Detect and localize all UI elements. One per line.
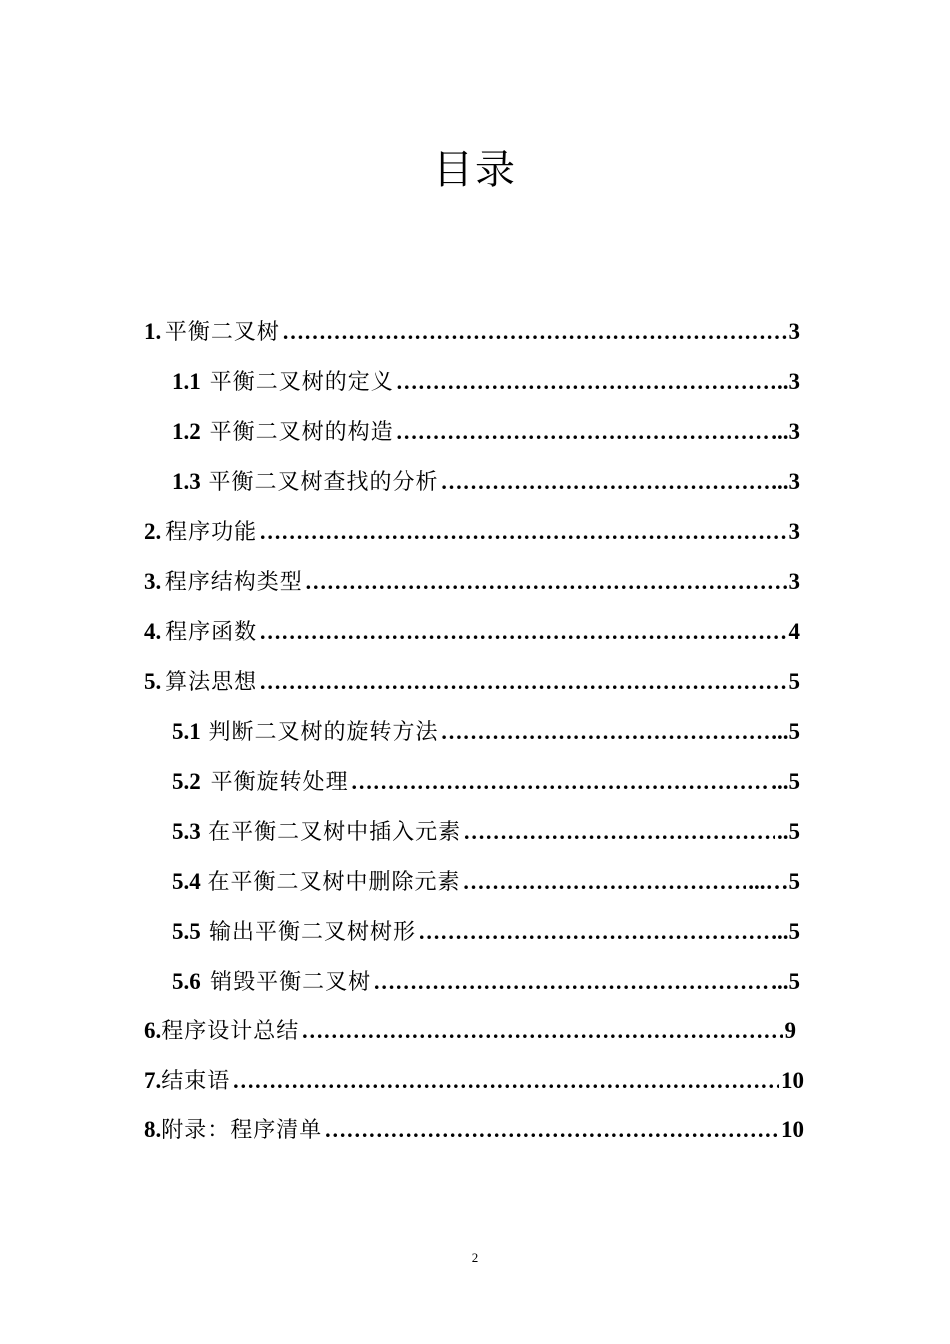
- entry-number: 5.5: [172, 919, 201, 944]
- toc-entry[interactable]: [172, 916, 800, 948]
- dot-leader: [351, 766, 770, 798]
- entry-title: 程序函数: [165, 620, 258, 645]
- toc-entry[interactable]: [172, 816, 800, 848]
- entry-page-number: ...5: [771, 969, 800, 994]
- toc-entry[interactable]: [144, 316, 800, 348]
- entry-number: 1.: [144, 319, 162, 344]
- entry-page-number: 10: [781, 1117, 804, 1142]
- toc-entry[interactable]: [172, 716, 800, 748]
- dot-leader: [301, 1015, 782, 1047]
- toc-entry[interactable]: [144, 616, 800, 648]
- entry-number: 1.2: [172, 419, 201, 444]
- page-title: 目录: [433, 147, 517, 193]
- entry-page-number: ...5: [771, 719, 800, 744]
- dot-leader: [418, 916, 769, 948]
- dot-leader: [396, 366, 775, 398]
- entry-number: 5.2: [172, 769, 201, 794]
- entry-number: 7.: [144, 1068, 162, 1093]
- dot-leader: [324, 1114, 779, 1146]
- entry-number: 5.: [144, 669, 162, 694]
- entry-page-number: 3: [788, 519, 800, 544]
- toc-entry[interactable]: [144, 1114, 804, 1146]
- toc-entry[interactable]: [172, 966, 800, 998]
- entry-number: 1.3: [172, 469, 201, 494]
- toc-entry[interactable]: [144, 1065, 804, 1097]
- entry-page-number: ...5: [771, 769, 800, 794]
- toc-entry[interactable]: [144, 1015, 796, 1047]
- entry-title: 平衡旋转处理: [210, 770, 349, 795]
- entry-number: 5.3: [172, 819, 201, 844]
- entry-title: 平衡二叉树的构造: [209, 420, 394, 445]
- entry-title: 销毁平衡二叉树: [210, 970, 372, 995]
- entry-page-number: ...5: [771, 919, 800, 944]
- entry-page-number: 3: [788, 319, 800, 344]
- toc-entry[interactable]: [172, 866, 800, 898]
- entry-page-number: ...3: [771, 419, 800, 444]
- entry-number: 5.4: [172, 869, 201, 894]
- dot-leader: [282, 316, 787, 348]
- toc-entry[interactable]: [144, 566, 800, 598]
- entry-title: 程序功能: [165, 520, 258, 545]
- toc-entry[interactable]: [172, 466, 800, 498]
- entry-title: 算法思想: [165, 670, 258, 695]
- entry-page-number: ..3: [777, 369, 800, 394]
- entry-page-number: 5: [788, 669, 800, 694]
- entry-number: 1.1: [172, 369, 201, 394]
- dot-leader: [441, 716, 770, 748]
- dot-leader: [441, 466, 770, 498]
- entry-page-number: 10: [781, 1068, 804, 1093]
- dot-leader: [305, 566, 787, 598]
- entry-number: 5.1: [172, 719, 201, 744]
- entry-page-number: 9: [784, 1018, 796, 1043]
- entry-page-number: ..5: [777, 819, 800, 844]
- entry-page-number: ...…5: [748, 869, 800, 894]
- entry-page-number: 4: [788, 619, 800, 644]
- entry-title: 程序结构类型: [164, 570, 303, 595]
- entry-title: 平衡二叉树查找的分析: [208, 470, 439, 495]
- entry-title: 输出平衡二叉树树形: [209, 920, 417, 945]
- dot-leader: [259, 616, 786, 648]
- entry-title: 平衡二叉树的定义: [209, 370, 394, 395]
- toc-entry[interactable]: [172, 766, 800, 798]
- entry-title: 判断二叉树的旋转方法: [208, 720, 439, 745]
- entry-page-number: ...3: [771, 469, 800, 494]
- toc-entry[interactable]: [144, 666, 800, 698]
- dot-leader: [259, 516, 786, 548]
- entry-number: 5.6: [172, 969, 201, 994]
- dot-leader: [232, 1065, 779, 1097]
- dot-leader: [259, 666, 786, 698]
- entry-page-number: 3: [788, 569, 800, 594]
- toc-entry[interactable]: [144, 516, 800, 548]
- entry-number: 8.: [144, 1117, 162, 1142]
- entry-number: 3.: [144, 569, 162, 594]
- entry-title: 程序设计总结: [161, 1019, 300, 1044]
- dot-leader: [462, 866, 746, 898]
- entry-number: 6.: [144, 1018, 162, 1043]
- entry-number: 2.: [144, 519, 162, 544]
- dot-leader: [396, 416, 770, 448]
- toc-entry[interactable]: [172, 366, 800, 398]
- entry-title: 平衡二叉树: [164, 320, 280, 345]
- page-number: 2: [471, 1250, 479, 1265]
- entry-number: 4.: [144, 619, 162, 644]
- entry-title: 附录：程序清单: [161, 1118, 323, 1143]
- entry-title: 在平衡二叉树中删除元素: [207, 870, 461, 895]
- entry-title: 结束语: [161, 1069, 231, 1094]
- toc-entry[interactable]: [172, 416, 800, 448]
- dot-leader: [463, 816, 775, 848]
- dot-leader: [373, 966, 769, 998]
- entry-title: 在平衡二叉树中插入元素: [208, 820, 462, 845]
